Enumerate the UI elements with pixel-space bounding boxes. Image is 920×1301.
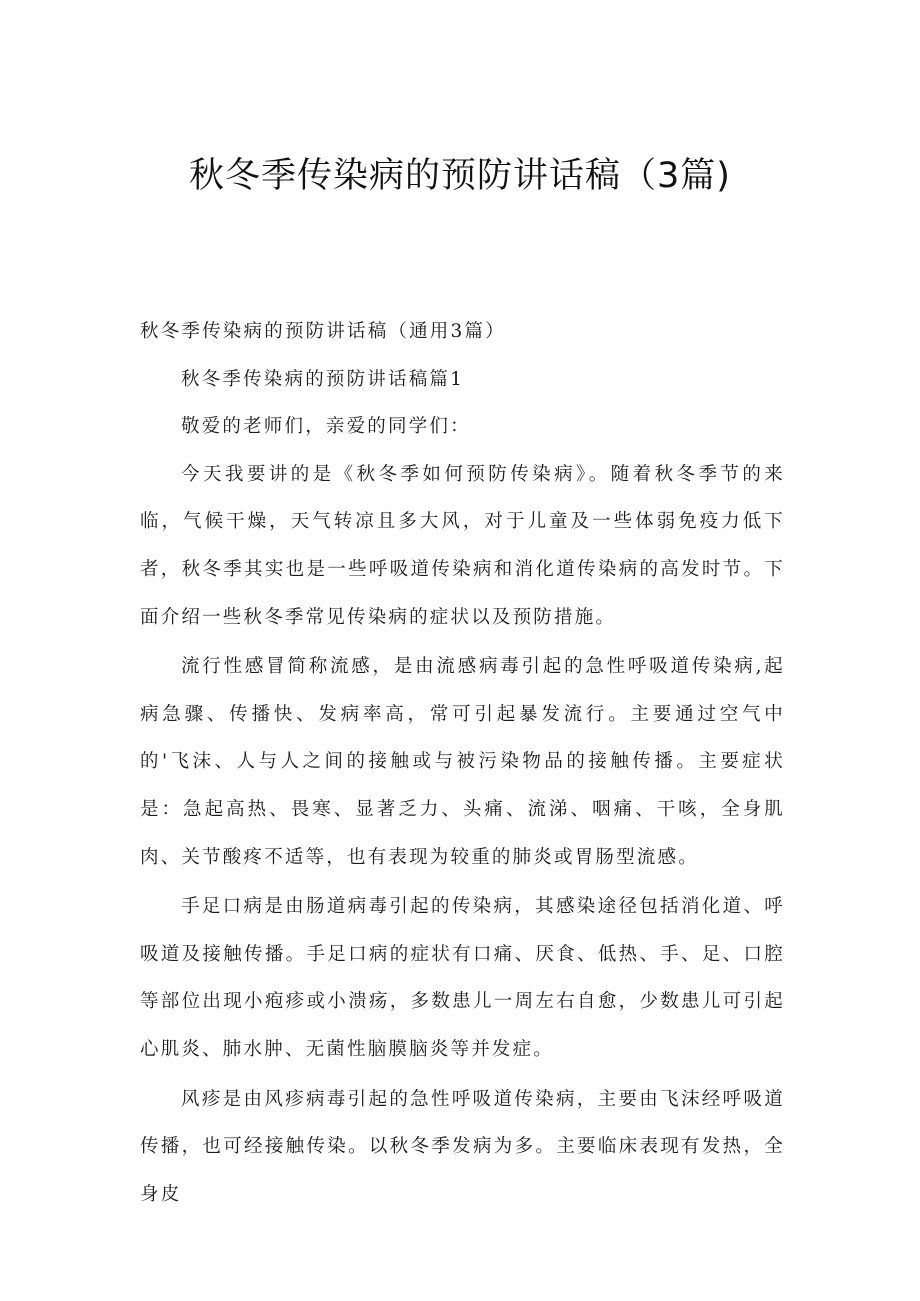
document-subtitle: 秋冬季传染病的预防讲话稿（通用3篇）: [140, 321, 506, 342]
paragraph-rubella: 风疹是由风疹病毒引起的急性呼吸道传染病，主要由飞沫经呼吸道传播，也可经接触传染。以秋冬季发病为多。主要临床表现有发热，全身皮: [140, 1088, 785, 1205]
paragraph-influenza: 流行性感冒简称流感，是由流感病毒引起的急性呼吸道传染病,起病急骤、传播快、发病率高，常可引起暴发流行。主要通过空气中的'飞沫、人与人之间的接触或与被污染物品的接触传播。主要症状是：急起高热、畏寒、显著乏力、头痛、流涕、咽痛、干咳，全身肌肉、关节酸疼不适等，也有表现为较重的肺炎或胃肠型流感。: [140, 656, 785, 868]
paragraph-hand-foot-mouth: 手足口病是由肠道病毒引起的传染病，其感染途径包括消化道、呼吸道及接触传播。手足口病的症状有口痛、厌食、低热、手、足、口腔等部位出现小疱疹或小溃疡，多数患儿一周左右自愈，少数患儿可引起心肌炎、肺水肿、无菌性脑膜脑炎等并发症。: [140, 896, 785, 1060]
section-heading: 秋冬季传染病的预防讲话稿篇1: [181, 368, 465, 390]
greeting-line: 敬爱的老师们，亲爱的同学们：: [181, 416, 471, 438]
paragraph-intro: 今天我要讲的是《秋冬季如何预防传染病》。随着秋冬季节的来临，气候干燥，天气转凉且多大风，对于儿童及一些体弱免疫力低下者，秋冬季其实也是一些呼吸道传染病和消化道传染病的高发时节。下面介绍一些秋冬季常见传染病的症状以及预防措施。: [140, 463, 785, 628]
document-body: [140, 308, 785, 1218]
document-title: 秋冬季传染病的预防讲话稿（3篇): [189, 156, 731, 196]
